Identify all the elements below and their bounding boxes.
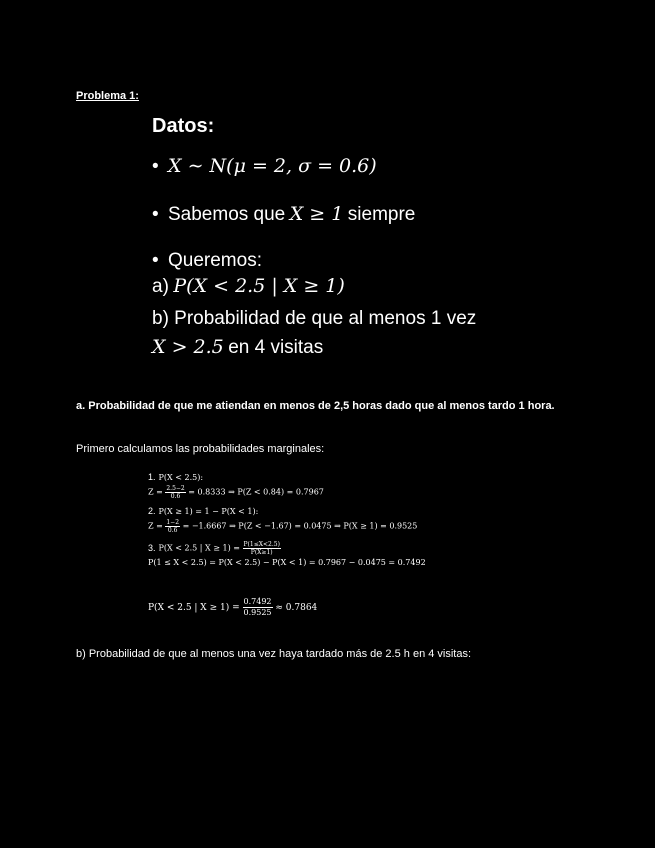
fraction-numerator: 1−2 <box>166 519 180 526</box>
step-3-line-1 <box>148 541 281 556</box>
distribution-formula: X ∼ N(μ = 2, σ = 0.6) <box>168 155 377 177</box>
step-2-result: = −1.6667 ⇒ P(Z < −1.67) = 0.0475 ⇒ P(X ≥ 1) = 0.9525 <box>182 521 418 531</box>
want-b-post: en 4 visitas <box>228 337 324 358</box>
datos-item-distribution <box>152 155 377 178</box>
fraction-denominator: 0.6 <box>170 493 181 500</box>
step-2-line-1 <box>148 506 258 516</box>
datos-want-b-text: b) Probabilidad de que al menos 1 vez <box>152 308 477 329</box>
datos-item-want <box>152 250 262 272</box>
datos-item-known <box>152 203 415 226</box>
fraction-numerator: P(1≤X<2.5) <box>243 541 280 548</box>
result-fraction <box>243 597 273 618</box>
fraction-numerator: 0.7492 <box>243 597 272 606</box>
result-value: ≈ 0.7864 <box>275 603 318 613</box>
step-1-result: = 0.8333 ⇒ P(Z < 0.84) = 0.7967 <box>188 487 324 497</box>
step-1-z-label: Z = <box>148 487 163 497</box>
step-1-title: P(X < 2.5): <box>158 473 204 482</box>
datos-want-a <box>152 275 345 298</box>
want-a-label: a) <box>152 276 169 297</box>
bullet-icon: • <box>152 204 159 225</box>
step-2-z-label: Z = <box>148 521 163 531</box>
section-a-intro: Primero calculamos las probabilidades marginales: <box>76 443 325 455</box>
known-formula: X ≥ 1 <box>289 203 344 225</box>
fraction-numerator: 2.5−2 <box>166 485 185 492</box>
datos-heading: Datos: <box>152 115 215 137</box>
want-label: Queremos: <box>168 250 262 271</box>
fraction-denominator: 0.6 <box>167 527 178 534</box>
want-b-formula: X > 2.5 <box>152 336 224 358</box>
want-a-formula: P(X < 2.5 | X ≥ 1) <box>173 275 345 297</box>
step-2-title: P(X ≥ 1) = 1 − P(X < 1): <box>158 507 259 516</box>
bullet-icon: • <box>152 250 159 271</box>
datos-want-b-line2 <box>152 336 323 359</box>
bullet-icon: • <box>152 156 159 177</box>
step-1-fraction <box>165 485 185 500</box>
step-1-line-2 <box>148 485 324 500</box>
step-2-number: 2. <box>148 506 156 516</box>
known-text-pre: Sabemos que <box>168 204 286 225</box>
step-2-fraction <box>165 519 180 534</box>
fraction-denominator: P(X≥1) <box>250 549 273 556</box>
result-label: P(X < 2.5 | X ≥ 1) = <box>148 603 240 613</box>
problem-title: Problema 1: <box>76 90 139 102</box>
section-a-heading: a. Probabilidad de que me atiendan en menos de 2,5 horas dado que al menos tardo 1 hora. <box>76 400 555 412</box>
step-2-line-2 <box>148 519 417 534</box>
section-b-heading: b) Probabilidad de que al menos una vez haya tardado más de 2.5 h en 4 visitas: <box>76 648 472 660</box>
step-3-number: 3. <box>148 542 156 553</box>
section-a-result <box>148 597 317 618</box>
step-1-number: 1. <box>148 472 156 482</box>
step-3-line-2: P(1 ≤ X < 2.5) = P(X < 2.5) − P(X < 1) = 0.7967 − 0.0475 = 0.7492 <box>148 558 426 567</box>
fraction-denominator: 0.9525 <box>243 608 272 617</box>
known-text-post: siempre <box>347 204 416 225</box>
step-3-title: P(X < 2.5 | X ≥ 1) = <box>158 543 240 553</box>
step-1-line-1 <box>148 472 203 482</box>
step-3-fraction <box>243 541 281 556</box>
